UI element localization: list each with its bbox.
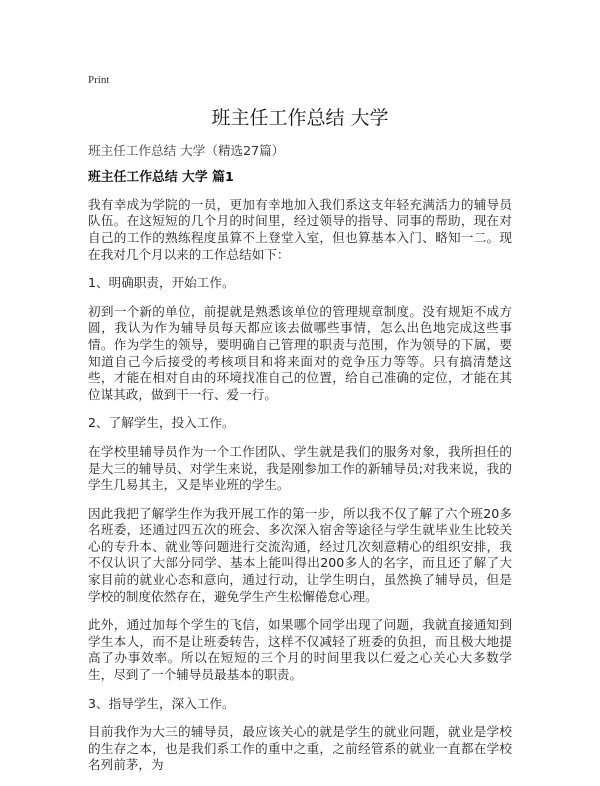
print-label: Print	[88, 74, 110, 86]
paragraph: 目前我作为大三的辅导员，最应该关心的就是学生的就业问题，就业是学校的生存之本，也是我们系工作的重中之重，之前经管系的就业一直都在学校名列前茅，为	[88, 724, 512, 773]
document-subtitle: 班主任工作总结 大学（精选27篇）	[88, 142, 285, 158]
point-heading-2: 2、了解学生，投入工作。	[88, 415, 235, 431]
point-heading-1: 1、明确职责，开始工作。	[88, 275, 235, 291]
paragraph: 初到一个新的单位，前提就是熟悉该单位的管理规章制度。没有规矩不成方圆，我认为作为辅导员每天都应该去做哪些事情，怎么出色地完成这些事情。作为学生的领导，要明确自己管理的职责与范围，作为领导的下属，要知道自己今后接受的考核项目和将来面对的竞争压力等等。只有搞清楚这些，才能在相对自由的环境找准自己的位置，给自己准确的定位，才能在其位谋其政，做到干一行、爱一行。	[88, 303, 512, 402]
document-page	[88, 72, 512, 786]
paragraph: 因此我把了解学生作为我开展工作的第一步，所以我不仅了解了六个班20多名班委，还通过四五次的班会、多次深入宿舍等途径与学生就毕业生比较关心的专升本、就业等问题进行交流沟通，经过几次刻意精心的组织安排，我不仅认识了大部分同学、基本上能叫得出200多人的名字，而且还了解了大家目前的就业心态和意向，通过行动，让学生明白，虽然换了辅导员，但是学校的制度依然存在，避免学生产生松懈倦怠心理。	[88, 505, 512, 604]
paragraph: 此外，通过加每个学生的飞信，如果哪个同学出现了问题，我就直接通知到学生本人，而不是让班委转告，这样不仅减轻了班委的负担，而且极大地提高了办事效率。所以在短短的三个月的时间里我以仁爱之心关心大多数学生，尽到了一个辅导员最基本的职责。	[88, 617, 512, 683]
paragraph: 在学校里辅导员作为一个工作团队、学生就是我们的服务对象，我所担任的是大三的辅导员、对学生来说，我是刚参加工作的新辅导员;对我来说，我的学生几易其主，又是毕业班的学生。	[88, 443, 512, 493]
point-heading-3: 3、指导学生，深入工作。	[88, 695, 235, 711]
section-heading: 班主任工作总结 大学 篇1	[88, 170, 234, 186]
document-title: 班主任工作总结 大学	[211, 106, 389, 129]
paragraph-intro: 我有幸成为学院的一员，更加有幸地加入我们系这支年轻充满活力的辅导员队伍。在这短短的几个月的时间里，经过领导的指导、同事的帮助，现在对自己的工作的熟练程度虽算不上登堂入室，但也算基本入门、略知一二。现在我对几个月以来的工作总结如下：	[88, 196, 512, 262]
